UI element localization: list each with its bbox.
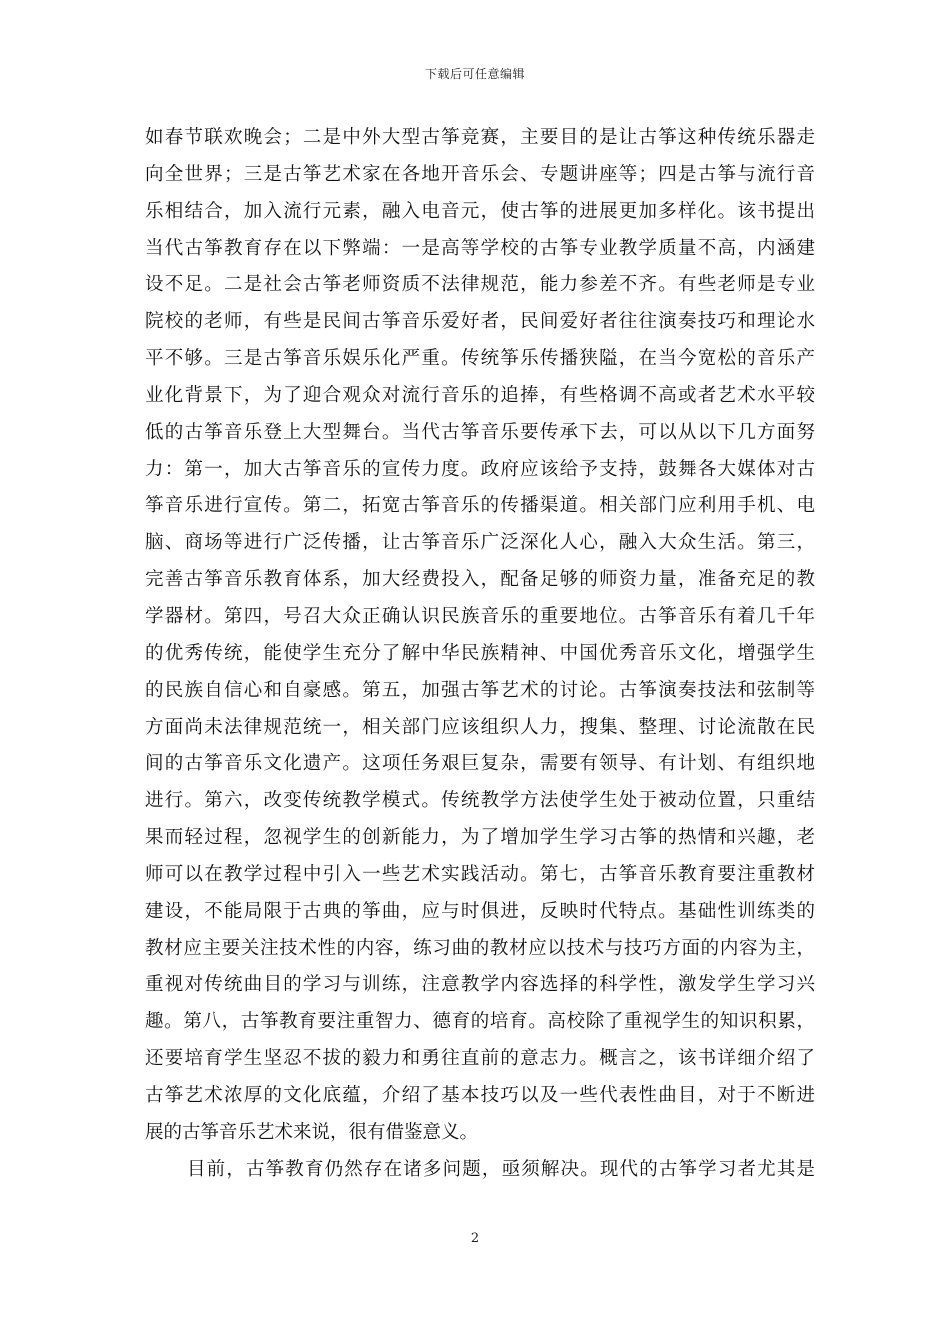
text-line: 师可以在教学过程中引入一些艺术实践活动。第七，古筝音乐教育要注重教材 <box>145 863 815 885</box>
text-line: 展的古筝音乐艺术来说，很有借鉴意义。 <box>145 1121 479 1143</box>
text-line: 方面尚未法律规范统一，相关部门应该组织人力，搜集、整理、讨论流散在民 <box>145 716 815 738</box>
text-line: 教材应主要关注技术性的内容，练习曲的教材应以技术与技巧方面的内容为主， <box>145 937 815 959</box>
text-line: 低的古筝音乐登上大型舞台。当代古筝音乐要传承下去，可以从以下几方面努 <box>145 421 815 443</box>
text-line: 还要培育学生坚忍不拔的毅力和勇往直前的意志力。概言之，该书详细介绍了 <box>145 1048 815 1070</box>
page-number: 2 <box>470 1231 480 1246</box>
page-header: 下载后可任意编辑 <box>424 67 525 81</box>
text-line: 当代古筝教育存在以下弊端：一是高等学校的古筝专业教学质量不高，内涵建 <box>145 237 815 259</box>
text-line: 的民族自信心和自豪感。第五，加强古筝艺术的讨论。古筝演奏技法和弦制等 <box>145 679 815 701</box>
text-line: 间的古筝音乐文化遗产。这项任务艰巨复杂，需要有领导、有计划、有组织地 <box>145 753 815 775</box>
paragraph <box>145 120 815 1152</box>
text-line: 目前，古筝教育仍然存在诸多问题，亟须解决。现代的古筝学习者尤其是 <box>187 1158 815 1180</box>
body-text <box>145 120 815 1188</box>
text-line: 业化背景下，为了迎合观众对流行音乐的追捧，有些格调不高或者艺术水平较 <box>145 384 815 406</box>
text-line: 学器材。第四，号召大众正确认识民族音乐的重要地位。古筝音乐有着几千年 <box>145 605 815 627</box>
text-line: 的优秀传统，能使学生充分了解中华民族精神、中国优秀音乐文化，增强学生 <box>145 642 815 664</box>
text-line: 果而轻过程，忽视学生的创新能力，为了增加学生学习古筝的热情和兴趣，老 <box>145 827 815 849</box>
paragraph <box>145 1152 815 1189</box>
text-line: 脑、商场等进行广泛传播，让古筝音乐广泛深化人心，融入大众生活。第三， <box>145 532 815 554</box>
text-line: 院校的老师，有些是民间古筝音乐爱好者，民间爱好者往往演奏技巧和理论水 <box>145 311 815 333</box>
text-line: 筝音乐进行宣传。第二，拓宽古筝音乐的传播渠道。相关部门应利用手机、电 <box>145 495 815 517</box>
text-line: 力：第一，加大古筝音乐的宣传力度。政府应该给予支持，鼓舞各大媒体对古 <box>145 458 815 480</box>
text-line: 建设，不能局限于古典的筝曲，应与时俱进，反映时代特点。基础性训练类的 <box>145 900 815 922</box>
text-line: 完善古筝音乐教育体系，加大经费投入，配备足够的师资力量，准备充足的教 <box>145 569 815 591</box>
text-line: 趣。第八，古筝教育要注重智力、德育的培育。高校除了重视学生的知识积累， <box>145 1011 815 1033</box>
text-line: 平不够。三是古筝音乐娱乐化严重。传统筝乐传播狭隘，在当今宽松的音乐产 <box>145 348 815 370</box>
text-line: 向全世界；三是古筝艺术家在各地开音乐会、专题讲座等；四是古筝与流行音 <box>145 163 815 185</box>
text-line: 进行。第六，改变传统教学模式。传统教学方法使学生处于被动位置，只重结 <box>145 790 815 812</box>
text-line: 古筝艺术浓厚的文化底蕴，介绍了基本技巧以及一些代表性曲目，对于不断进 <box>145 1084 815 1106</box>
text-line: 如春节联欢晚会；二是中外大型古筝竞赛，主要目的是让古筝这种传统乐器走 <box>145 127 815 148</box>
text-line: 乐相结合，加入流行元素，融入电音元，使古筝的进展更加多样化。该书提出 <box>145 200 815 222</box>
text-line: 设不足。二是社会古筝老师资质不法律规范，能力参差不齐。有些老师是专业 <box>145 274 815 296</box>
text-line: 重视对传统曲目的学习与训练，注意教学内容选择的科学性，激发学生学习兴 <box>145 974 815 996</box>
